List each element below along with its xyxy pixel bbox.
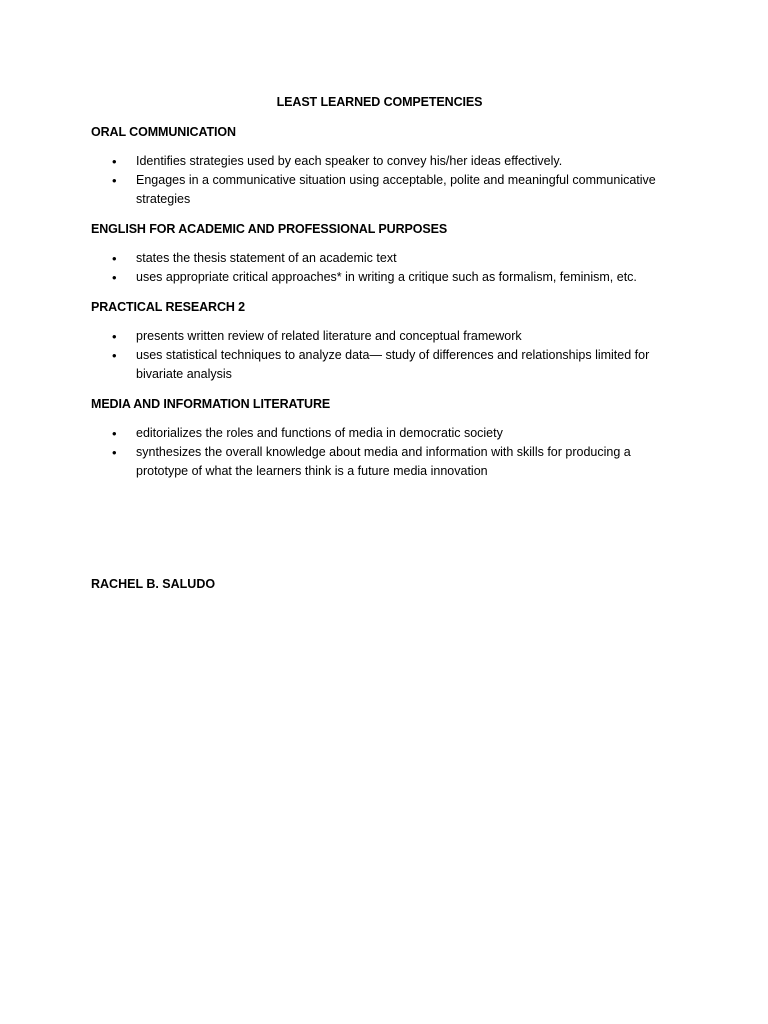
bullet-icon: • <box>112 426 117 441</box>
section-oral-communication <box>91 124 668 209</box>
bullet-list <box>91 249 668 287</box>
list-item <box>91 424 668 443</box>
bullet-list <box>91 327 668 384</box>
list-item-text: Identifies strategies used by each speaker to convey his/her ideas effectively. <box>136 154 563 168</box>
section-practical-research <box>91 299 668 384</box>
bullet-list <box>91 424 668 481</box>
section-heading: ORAL COMMUNICATION <box>91 125 236 139</box>
bullet-icon: • <box>112 445 117 460</box>
section-media-information <box>91 396 668 481</box>
section-english-academic <box>91 221 668 287</box>
list-item-text: synthesizes the overall knowledge about media and information with skills for producing a prototype of what the learners think is a future media innovation <box>136 445 631 478</box>
list-item-text: presents written review of related literature and conceptual framework <box>136 329 522 343</box>
section-heading: MEDIA AND INFORMATION LITERATURE <box>91 397 331 411</box>
bullet-icon: • <box>112 154 117 169</box>
list-item <box>91 171 668 209</box>
section-heading: ENGLISH FOR ACADEMIC AND PROFESSIONAL PURPOSES <box>91 222 448 236</box>
bullet-icon: • <box>112 329 117 344</box>
list-item-text: Engages in a communicative situation using acceptable, polite and meaningful communicative strategies <box>136 173 656 206</box>
list-item-text: editorializes the roles and functions of media in democratic society <box>136 426 503 440</box>
list-item-text: uses statistical techniques to analyze data— study of differences and relationships limited for bivariate analysis <box>136 348 650 381</box>
list-item <box>91 268 668 287</box>
list-item <box>91 327 668 346</box>
bullet-list <box>91 152 668 209</box>
bullet-icon: • <box>112 348 117 363</box>
document-title: LEAST LEARNED COMPETENCIES <box>276 95 483 109</box>
list-item <box>91 249 668 268</box>
list-item <box>91 443 668 481</box>
bullet-icon: • <box>112 251 117 266</box>
list-item-text: uses appropriate critical approaches* in writing a critique such as formalism, feminism, etc. <box>136 270 637 284</box>
list-item-text: states the thesis statement of an academic text <box>136 251 397 265</box>
list-item <box>91 152 668 171</box>
bullet-icon: • <box>112 270 117 285</box>
bullet-icon: • <box>112 173 117 188</box>
section-heading: PRACTICAL RESEARCH 2 <box>91 300 246 314</box>
list-item <box>91 346 668 384</box>
signature-name: RACHEL B. SALUDO <box>91 577 216 591</box>
